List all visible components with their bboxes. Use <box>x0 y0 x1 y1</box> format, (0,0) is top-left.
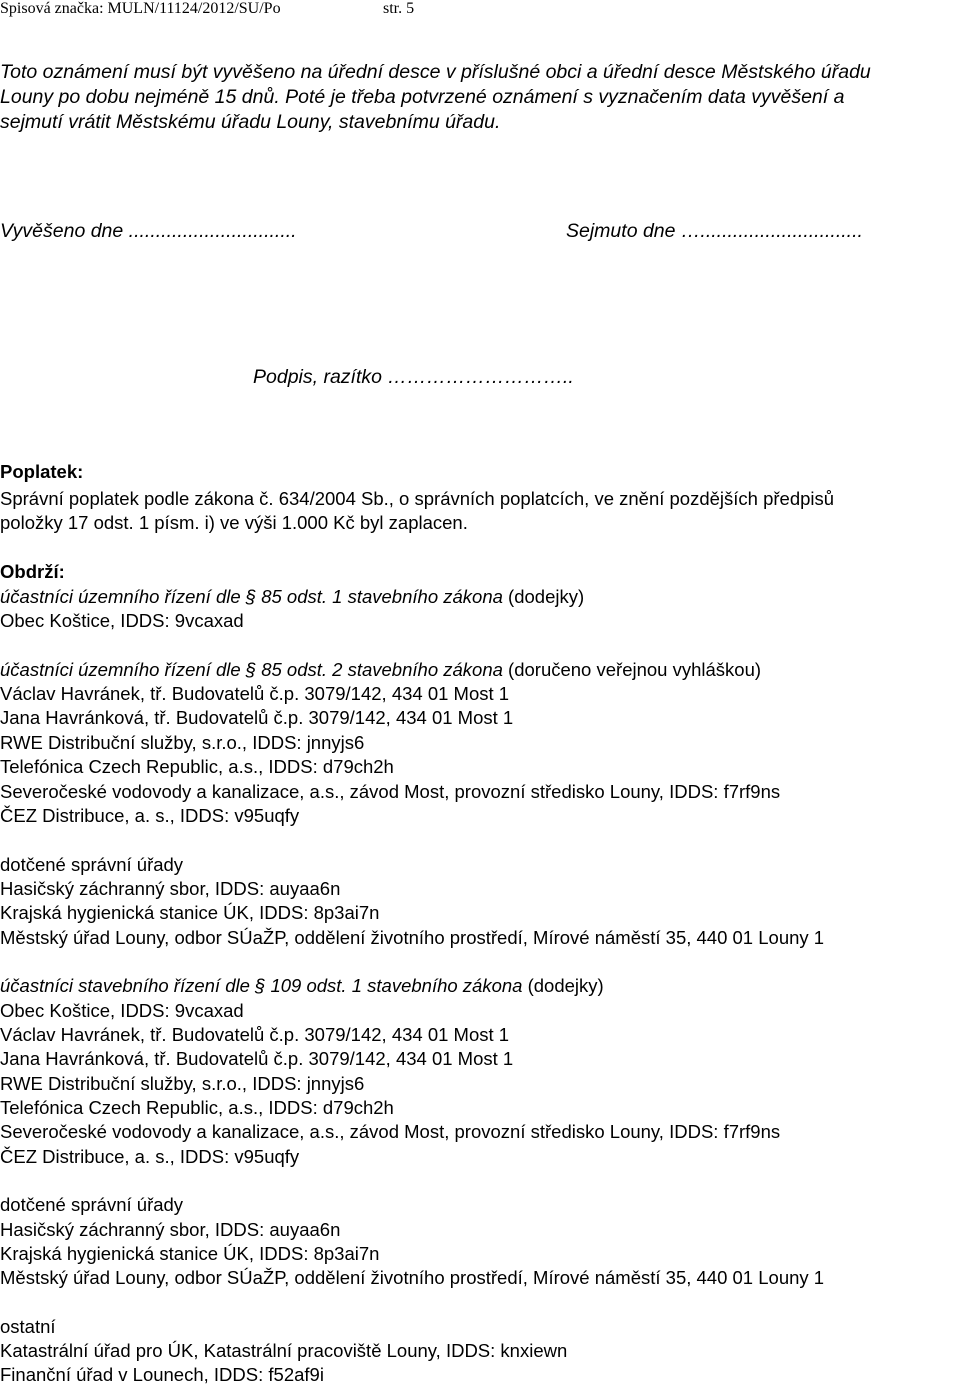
group-heading: dotčené správní úřady <box>0 854 184 875</box>
group-heading: dotčené správní úřady <box>0 1194 184 1215</box>
recipient-item: Městský úřad Louny, odbor SÚaŽP, oddělení životního prostředí, Mírové náměstí 35, 440 01 Louny 1 <box>0 1267 825 1288</box>
notice-line: sejmutí vrátit Městskému úřadu Louny, stavebnímu úřadu. <box>0 111 501 133</box>
recipient-item: Václav Havránek, tř. Budovatelů č.p. 3079/142, 434 01 Most 1 <box>0 683 510 704</box>
group-heading: účastníci územního řízení dle § 85 odst. 1 stavebního zákona (dodejky) <box>0 586 585 607</box>
recipient-item: Městský úřad Louny, odbor SÚaŽP, oddělení životního prostředí, Mírové náměstí 35, 440 01 Louny 1 <box>0 927 825 948</box>
recipient-item: Jana Havránková, tř. Budovatelů č.p. 3079/142, 434 01 Most 1 <box>0 1048 514 1069</box>
recipient-item: Telefónica Czech Republic, a.s., IDDS: d79ch2h <box>0 756 394 777</box>
fee-line: Správní poplatek podle zákona č. 634/2004 Sb., o správních poplatcích, ve znění pozdějších předpisů <box>0 488 835 509</box>
notice-line: Toto oznámení musí být vyvěšeno na úřední desce v příslušné obci a úřední desce Městského úřadu <box>0 61 871 83</box>
recipient-item: Katastrální úřad pro ÚK, Katastrální pracoviště Louny, IDDS: knxiewn <box>0 1340 568 1361</box>
recipient-item: ČEZ Distribuce, a. s., IDDS: v95uqfy <box>0 1146 300 1167</box>
page-number: str. 5 <box>383 0 415 17</box>
recipient-item: Obec Koštice, IDDS: 9vcaxad <box>0 1000 244 1021</box>
recipient-item: ČEZ Distribuce, a. s., IDDS: v95uqfy <box>0 805 300 826</box>
fee-line: položky 17 odst. 1 písm. i) ve výši 1.000 Kč byl zaplacen. <box>0 512 468 533</box>
recipient-item: Václav Havránek, tř. Budovatelů č.p. 3079/142, 434 01 Most 1 <box>0 1024 510 1045</box>
posted-date-field: Vyvěšeno dne ............................... <box>0 220 297 242</box>
recipient-item: Severočeské vodovody a kanalizace, a.s., závod Most, provozní středisko Louny, IDDS: f7rf9ns <box>0 1121 781 1142</box>
group-heading: ostatní <box>0 1316 56 1337</box>
recipient-item: RWE Distribuční služby, s.r.o., IDDS: jnnyjs6 <box>0 732 365 753</box>
signature-field: Podpis, razítko ……………………….. <box>253 366 574 388</box>
recipient-item: Telefónica Czech Republic, a.s., IDDS: d79ch2h <box>0 1097 394 1118</box>
recipient-item: RWE Distribuční služby, s.r.o., IDDS: jnnyjs6 <box>0 1073 365 1094</box>
recipient-item: Hasičský záchranný sbor, IDDS: auyaa6n <box>0 878 341 899</box>
notice-line: Louny po dobu nejméně 15 dnů. Poté je třeba potvrzené oznámení s vyznačením data vyvěšení a <box>0 86 845 108</box>
group-heading: účastníci stavebního řízení dle § 109 odst. 1 stavebního zákona (dodejky) <box>0 975 604 996</box>
fee-heading: Poplatek: <box>0 461 84 482</box>
notice-paragraph <box>0 60 871 135</box>
recipients-heading: Obdrží: <box>0 561 65 582</box>
recipient-item: Severočeské vodovody a kanalizace, a.s., závod Most, provozní středisko Louny, IDDS: f7rf9ns <box>0 781 781 802</box>
document-reference: Spisová značka: MULN/11124/2012/SU/Po <box>0 0 281 17</box>
recipient-item: Hasičský záchranný sbor, IDDS: auyaa6n <box>0 1219 341 1240</box>
removed-date-field: Sejmuto dne ….............................. <box>566 220 863 242</box>
recipient-item: Jana Havránková, tř. Budovatelů č.p. 3079/142, 434 01 Most 1 <box>0 707 514 728</box>
group-heading: účastníci územního řízení dle § 85 odst. 2 stavebního zákona (doručeno veřejnou vyhláškou) <box>0 659 762 680</box>
recipient-item: Finanční úřad v Lounech, IDDS: f52af9i <box>0 1364 324 1385</box>
recipient-item: Obec Koštice, IDDS: 9vcaxad <box>0 610 244 631</box>
recipient-item: Krajská hygienická stanice ÚK, IDDS: 8p3ai7n <box>0 1243 380 1264</box>
recipient-item: Krajská hygienická stanice ÚK, IDDS: 8p3ai7n <box>0 902 380 923</box>
